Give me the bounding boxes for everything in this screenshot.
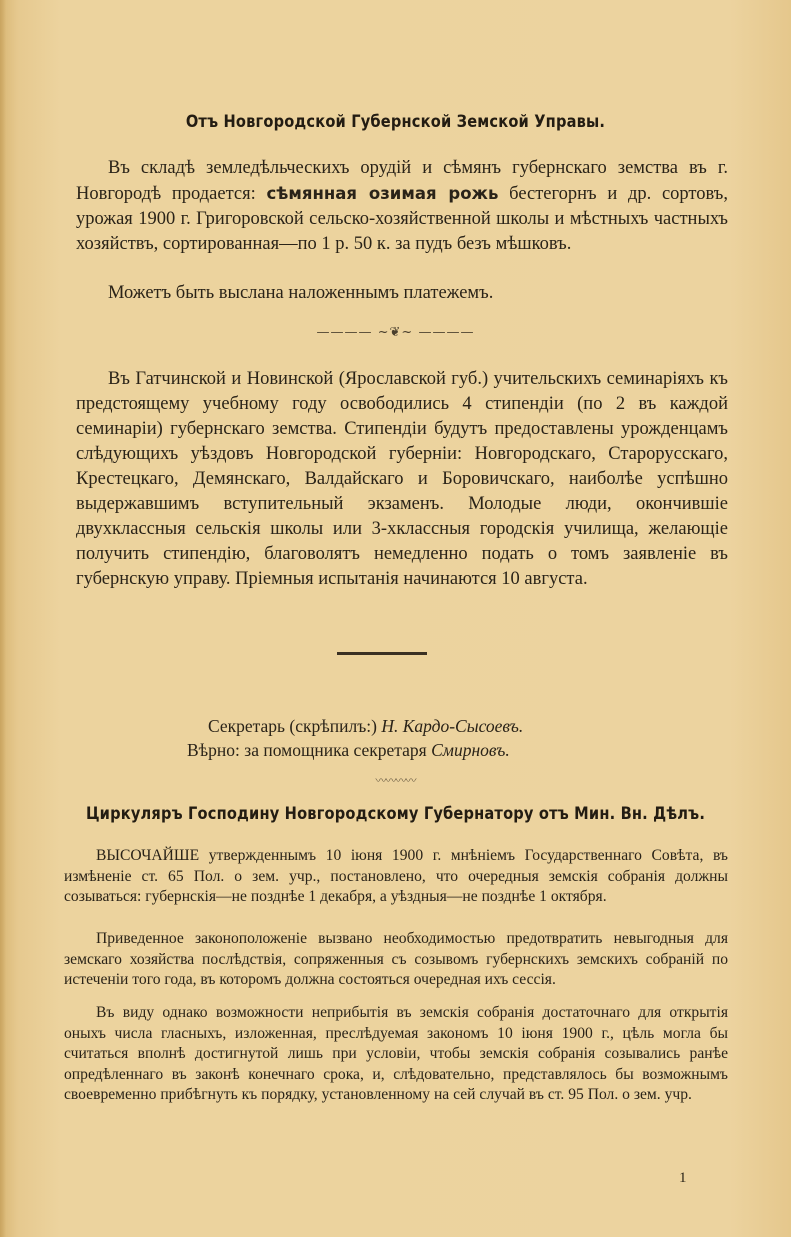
horizontal-rule: [337, 652, 427, 655]
page-number: 1: [679, 1170, 687, 1186]
signature-secretary-label: Секретарь (скрѣпилъ:): [208, 716, 377, 736]
signature-assistant-name: Смирновъ.: [431, 740, 510, 760]
signature-secretary: [208, 716, 523, 737]
heading-novgorod-zemstvo: Отъ Новгородской Губернской Земской Управы.: [185, 112, 606, 132]
paragraph-seed-sale-rest: бестегорнъ и др. сортовъ, урожая 1900 г. Григоровской сельско-хозяйственной школы и мѣстныхъ частныхъ хозяйствъ, сортированная—по 1 р. 50 к. за пудъ безъ мѣшковъ.: [76, 184, 728, 254]
signature-assistant: [187, 740, 510, 761]
signature-assistant-label: Вѣрно: за помощника секретаря: [187, 740, 427, 760]
paragraph-stipends: Въ Гатчинской и Новинской (Ярославской губ.) учительскихъ семинаріяхъ къ предстоящему учебному году освободились 4 стипендіи (по 2 въ каждой семинаріи) губернскаго земства. Стипендіи будутъ предоставлены урожденцамъ слѣдующихъ уѣздовъ Новгородской губерніи: Новгородскаго, Старорусскаго, Крестецкаго, Демянскаго, Валдайскаго и Боровичскаго, наиболѣе успѣшно выдержавшимъ вступительный экзаменъ. Молодые люди, окончившіе двухклассныя сельскія школы или 3-хклассныя городскія училища, желающіе получить стипендію, благоволятъ немедленно подать о томъ заявленіе въ губернскую управу. Пріемныя испытанія начинаются 10 августа.: [76, 369, 728, 589]
paragraph-possibility: Въ виду однако возможности неприбытія въ земскія собранія достаточнаго для открытія оныхъ числа гласныхъ, изложенная, преслѣдуемая закономъ 10 іюня 1900 г., цѣль могла бы считаться вполнѣ достигнутой лишь при условіи, чтобы земскія собранія созывались ранѣе опредѣленнаго въ законѣ конечнаго срока, и, слѣдовательно, представлялось бы возможнымъ своевременно прибѣгнуть къ порядку, установленному на сей случай въ ст. 95 Пол. о зем. учр.: [64, 1004, 728, 1103]
paragraph-decree: ВЫСОЧАЙШЕ утвержденнымъ 10 іюня 1900 г. мнѣніемъ Государственнаго Совѣта, въ измѣненіе ст. 65 Пол. о зем. учр., постановлено, что очередныя земскія собранія должны созываться: губернскія—не позднѣе 1 декабря, а уѣздныя—не позднѣе 1 октября.: [64, 847, 728, 905]
heading-circular: Циркуляръ Господину Новгородскому Губернатору отъ Мин. Вн. Дѣлъ.: [85, 804, 706, 824]
paragraph-seed-sale: [76, 156, 728, 257]
signature-secretary-name: Н. Кардо-Сысоевъ.: [381, 716, 524, 736]
paragraph-seed-sale-text: Въ складѣ земледѣльческихъ орудій и сѣмянъ губернскаго земства въ г. Новгородѣ продается:: [76, 158, 728, 204]
paragraph-delivery: Можетъ быть выслана наложеннымъ платежемъ.: [108, 283, 494, 303]
ornament-divider: ———— ~❦~ ————: [316, 325, 475, 340]
paragraph-law-reason: Приведенное законоположеніе вызвано необходимостью предотвратить невыгодныя для земскаго хозяйства послѣдствія, сопряженныя съ созывомъ губернскихъ земскихъ собраній по истеченіи того года, въ которомъ должна состояться очередная ихъ сессія.: [64, 930, 728, 988]
paragraph-seed-sale-bold: сѣмянная озимая рожь: [266, 184, 499, 203]
wavy-divider: 〰〰〰〰: [375, 774, 416, 787]
